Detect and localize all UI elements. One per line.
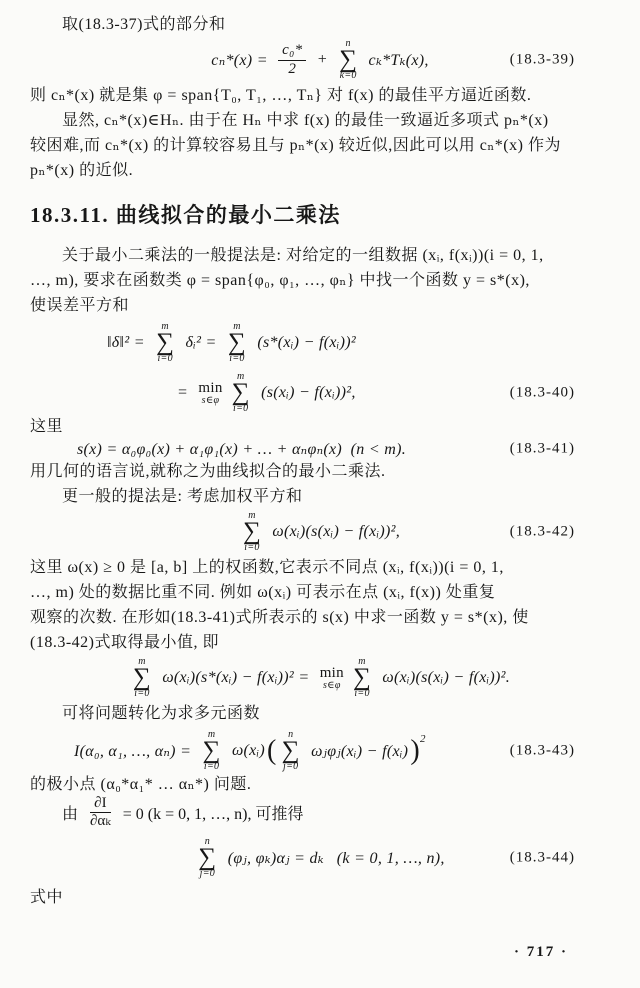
paragraph-line: 的极小点 (α₀*α₁* … αₙ*) 问题. <box>30 776 252 793</box>
paragraph-line: pₙ*(x) 的近似. <box>30 162 134 179</box>
sigma-symbol: ∑ <box>156 329 175 356</box>
eq43-inner: ωⱼφⱼ(xᵢ) − f(xᵢ) <box>306 743 409 760</box>
paragraph-block-weight <box>30 555 610 655</box>
eq44-summation <box>198 837 216 879</box>
equation-18-3-41 <box>30 439 610 459</box>
paragraph-line: 使误差平方和 <box>30 297 130 314</box>
eqmid-lhs: ω(xᵢ)(s*(xᵢ) − f(xᵢ))² = <box>158 669 314 686</box>
eq43-summation-outer <box>203 730 221 772</box>
big-left-paren: ( <box>267 735 277 766</box>
equation-18-3-42 <box>30 511 610 553</box>
eq40-equals: = <box>177 384 193 401</box>
sum-upper-limit: m <box>207 729 216 740</box>
eq40-lhs: ‖δ‖² = <box>107 334 150 351</box>
paragraph-line: 可将问题转化为求多元函数 <box>62 705 261 722</box>
paragraph-line: 观察的次数. 在形如(18.3-41)式所表示的 s(x) 中求一函数 y = s*(x), 使 <box>30 609 529 626</box>
sigma-symbol: ∑ <box>202 737 221 764</box>
paragraph-line-intro: 取(18.3-37)式的部分和 <box>62 16 226 33</box>
sigma-symbol: ∑ <box>231 379 250 406</box>
fraction-denominator: 2 <box>288 60 297 77</box>
min-label: min <box>198 379 223 396</box>
sigma-symbol: ∑ <box>132 664 152 691</box>
paragraph-line: 用几何的语言说,就称之为曲线拟合的最小二乘法. <box>30 463 386 480</box>
sum-lower-limit: j=0 <box>283 761 299 772</box>
sum-upper-limit: m <box>236 371 245 382</box>
equation-tag-18-3-44: (18.3-44) <box>509 849 575 865</box>
sigma-symbol: ∑ <box>227 329 247 356</box>
paragraph-line: 则 cₙ*(x) 就是集 φ = span{T₀, T₁, …, Tₙ} 对 f(x) 的最佳平方逼近函数. <box>30 87 532 104</box>
eq43-lhs: I(α₀, α₁, …, αₙ) = <box>74 743 196 760</box>
sum-upper-limit: n <box>204 835 211 847</box>
fraction-numerator: c₀* <box>278 42 306 60</box>
eq44-rhs: (φⱼ, φₖ)αⱼ = dₖ (k = 0, 1, …, n), <box>223 849 445 867</box>
paragraph-block-a <box>30 83 610 183</box>
paragraph-line-zheli: 这里 <box>30 418 64 435</box>
min-operator <box>320 666 344 691</box>
squared-exponent: 2 <box>419 733 426 745</box>
sum-lower-limit: j=0 <box>199 867 216 879</box>
eq40-rhs: (s*(xᵢ) − f(xᵢ))² <box>253 334 356 351</box>
sum-upper-limit: m <box>233 321 241 332</box>
fraction-numerator: ∂I <box>90 795 110 813</box>
sum-lower-limit: i=0 <box>203 761 220 772</box>
eq40-l2-rhs: (s(xᵢ) − f(xᵢ))², <box>256 384 356 401</box>
big-right-paren: ) <box>410 735 420 766</box>
min-subscript: s∈φ <box>201 394 220 406</box>
eq39-lhs: cₙ*(x) = <box>211 52 273 69</box>
min-subscript: s∈φ <box>322 679 341 691</box>
equation-tag-18-3-42: (18.3-42) <box>509 523 575 540</box>
sum-lower-limit: i=0 <box>354 688 370 699</box>
sum-lower-limit: i=0 <box>134 688 150 699</box>
paragraph-line: …, m), 要求在函数类 φ = span{φ₀, φ₁, …, φₙ} 中找一个函数 y = s*(x), <box>30 272 530 289</box>
paragraph-line-shizhong: 式中 <box>30 888 64 906</box>
paragraph-line: 显然, cₙ*(x)∈Hₙ. 由于在 Hₙ 中求 f(x) 的最佳一致逼近多项式 pₙ*(x) <box>62 112 549 129</box>
paragraph-line: (18.3-42)式取得最小值, 即 <box>30 634 219 651</box>
equation-18-3-43 <box>30 730 610 772</box>
derivative-pre-text: 由 <box>62 806 83 824</box>
section-heading: 18.3.11. 曲线拟合的最小二乘法 <box>30 203 341 227</box>
derivative-post-text: = 0 (k = 0, 1, …, n), 可推得 <box>118 806 304 824</box>
eq40-mid: δᵢ² = <box>181 334 221 351</box>
paragraph-line: 较困难,而 cₙ*(x) 的计算较容易且与 pₙ*(x) 较近似,因此可以用 cₙ*(x) 作为 <box>30 137 561 154</box>
paragraph-line: …, m) 处的数据比重不同. 例如 ω(xᵢ) 可表示在点 (xᵢ, f(x)) 处重复 <box>30 584 496 601</box>
equation-18-3-40-line2 <box>30 372 610 414</box>
sum-upper-limit: m <box>358 656 366 667</box>
equation-tag-18-3-43: (18.3-43) <box>509 742 575 759</box>
sum-lower-limit: i=0 <box>229 353 245 364</box>
sigma-symbol: ∑ <box>281 737 300 764</box>
paragraph-line: 这里 ω(x) ≥ 0 是 [a, b] 上的权函数,它表示不同点 (xᵢ, f(xᵢ))(i = 0, 1, <box>30 559 504 576</box>
page-number: · 717 · <box>513 944 568 960</box>
equation-tag-18-3-39: (18.3-39) <box>509 51 575 68</box>
min-operator <box>198 381 222 406</box>
eq41-body: s(x) = α₀φ₀(x) + α₁φ₁(x) + … + αₙφₙ(x) (n < m). <box>77 441 407 458</box>
partial-derivative-fraction <box>86 795 115 831</box>
sum-upper-limit: n <box>345 38 351 49</box>
equation-weighted-min <box>30 657 610 699</box>
sum-lower-limit: k=0 <box>339 70 357 81</box>
eq39-fraction <box>278 42 306 78</box>
sigma-symbol: ∑ <box>352 664 372 691</box>
sum-lower-limit: i=0 <box>233 403 249 414</box>
sum-upper-limit: n <box>288 729 294 740</box>
paragraph-line: 更一般的提法是: 考虑加权平方和 <box>62 488 303 505</box>
equation-tag-18-3-41: (18.3-41) <box>509 440 575 457</box>
sum-upper-limit: m <box>248 510 256 521</box>
sigma-symbol: ∑ <box>242 518 262 545</box>
fraction-denominator: ∂αₖ <box>90 813 111 830</box>
eq42-summation <box>243 511 261 553</box>
sigma-symbol: ∑ <box>198 843 217 871</box>
eq43-summation-inner <box>282 730 300 772</box>
sum-lower-limit: i=0 <box>157 353 173 364</box>
equation-18-3-44 <box>30 837 610 879</box>
sigma-symbol: ∑ <box>339 46 358 73</box>
eq40-summation-1 <box>156 322 174 364</box>
equation-tag-18-3-40: (18.3-40) <box>509 384 575 401</box>
eq39-summation <box>339 39 357 81</box>
eq39-rhs: cₖ*Tₖ(x), <box>364 52 429 69</box>
eq40-summation-3 <box>232 372 250 414</box>
sum-upper-limit: m <box>138 656 146 667</box>
paragraph-partial-derivative <box>62 795 610 831</box>
sum-upper-limit: m <box>161 321 169 332</box>
eq42-rhs: ω(xᵢ)(s(xᵢ) − f(xᵢ))², <box>268 523 401 540</box>
eq39-plus-operator: + <box>312 51 333 68</box>
eq43-weight: ω(xᵢ) <box>227 742 266 759</box>
sum-lower-limit: i=0 <box>244 542 260 553</box>
equation-18-3-40-line1 <box>30 322 610 364</box>
paragraph-line: 关于最小二乘法的一般提法是: 对给定的一组数据 (xᵢ, f(xᵢ))(i = 0, 1, <box>62 247 544 264</box>
eqmid-summation-1 <box>133 657 151 699</box>
equation-18-3-39 <box>30 39 610 81</box>
eqmid-rhs: ω(xᵢ)(s(xᵢ) − f(xᵢ))². <box>378 669 511 686</box>
eq40-summation-2 <box>228 322 246 364</box>
min-label: min <box>319 664 344 681</box>
paragraph-block-b <box>30 243 610 318</box>
eqmid-summation-2 <box>353 657 371 699</box>
